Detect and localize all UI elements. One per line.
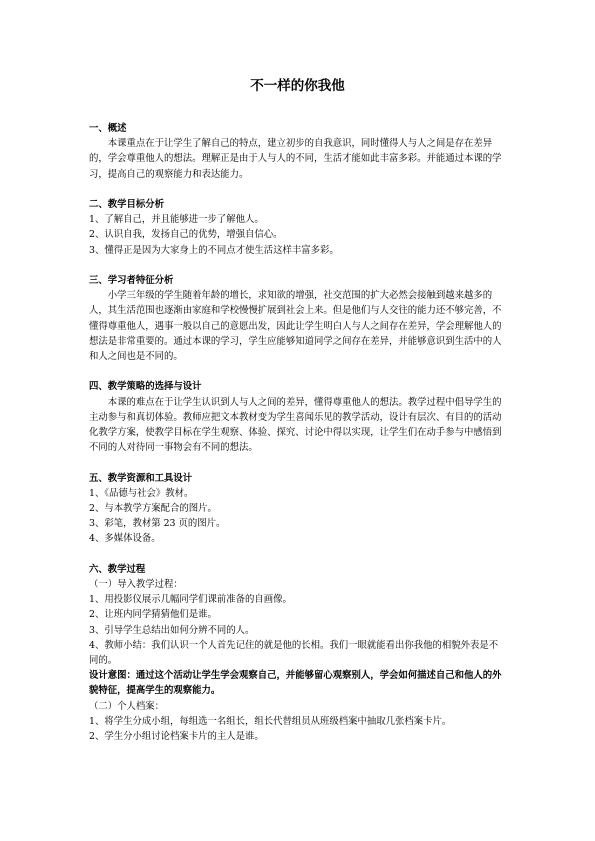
goal-item: 3、懂得正是因为大家身上的不同点才使生活这样丰富多彩。 xyxy=(89,244,339,256)
section-heading-resources: 五、教学资源和工具设计 xyxy=(89,472,193,484)
subsection-heading-intro: （一）导入教学过程： xyxy=(89,579,183,591)
profile-item: 2、学生分小组讨论档案卡片的主人是谁。 xyxy=(89,731,264,743)
section-heading-goals: 二、教学目标分析 xyxy=(89,199,165,210)
profile-item: 1、将学生分成小组，每组选一名组长，组长代替组员从班级档案中抽取几张档案卡片。 xyxy=(89,715,452,727)
goal-item: 1、了解自己，并且能够进一步了解他人。 xyxy=(89,214,264,226)
design-intent: 设计意图：通过这个活动让学生学会观察自己，并能够留心观察别人，学会如何描述自己和他人的外貌特征，提高学生的观察能力。 xyxy=(89,670,502,697)
process-item: 3、引导学生总结出如何分辨不同的人。 xyxy=(89,624,255,636)
page-title: 不一样的你我他 xyxy=(250,78,345,94)
resource-item: 1、《品德与社会》教材。 xyxy=(89,487,194,499)
document-body xyxy=(89,121,507,744)
section-heading-process: 六、教学过程 xyxy=(89,563,146,575)
section-heading-learners: 三、学习者特征分析 xyxy=(89,275,174,286)
goal-item: 2、认识自我，发扬自己的优势，增强自信心。 xyxy=(89,229,283,241)
process-item: 2、让班内同学猜猜他们是谁。 xyxy=(89,609,217,621)
section-heading-strategy: 四、教学策略的选择与设计 xyxy=(89,381,202,393)
overview-paragraph: 本课重点在于让学生了解自己的特点，建立初步的自我意识，同时懂得人与人之间是存在差异的，学会尊重他人的想法。理解正是由于人与人的不同，生活才能如此丰富多彩。并能通过本课的学习，提高自己的观察能力和表达能力。 xyxy=(89,138,502,180)
section-heading-overview: 一、概述 xyxy=(89,123,127,134)
strategy-paragraph: 本课的难点在于让学生认识到人与人之间的差异，懂得尊重他人的想法。教学过程中倡导学生的主动参与和真切体验。教师应把文本教材变为学生喜闻乐见的教学活动，设计有层次、有目的的活动化教学方案，使教学目标在学生观察、体验、探究、讨论中得以实现，让学生们在动手参与中感悟到不同的人对待同一事物会有不同的想法。 xyxy=(89,396,502,454)
resource-item: 2、与本教学方案配合的图片。 xyxy=(89,503,217,515)
process-item: 4、教师小结：我们认识一个人首先记住的就是他的长相。我们一眼就能看出你我他的相貌外表是不同的。 xyxy=(89,639,499,667)
resource-item: 4、多媒体设备。 xyxy=(89,533,161,545)
subsection-heading-profile: （二）个人档案： xyxy=(89,700,165,712)
learners-paragraph: 小学三年级的学生随着年龄的增长，求知欲的增强，社交范围的扩大必然会接触到越来越多的人，其生活范围也逐渐由家庭和学校慢慢扩展到社会上来。但是他们与人交往的能力还不够完善，不懂得尊重他人，遇事一般以自己的意愿出发，因此让学生明白人与人之间存在差异，学会理解他人的想法是非常重要的。通过本课的学习，学生应能够知道同学之间存在差异，并能够意识到生活中的人和人之间也是不同的。 xyxy=(89,290,502,363)
resource-item: 3、彩笔，教材第 23 页的图片。 xyxy=(89,518,226,530)
process-item: 1、用投影仪展示几幅同学们课前准备的自画像。 xyxy=(89,594,292,606)
